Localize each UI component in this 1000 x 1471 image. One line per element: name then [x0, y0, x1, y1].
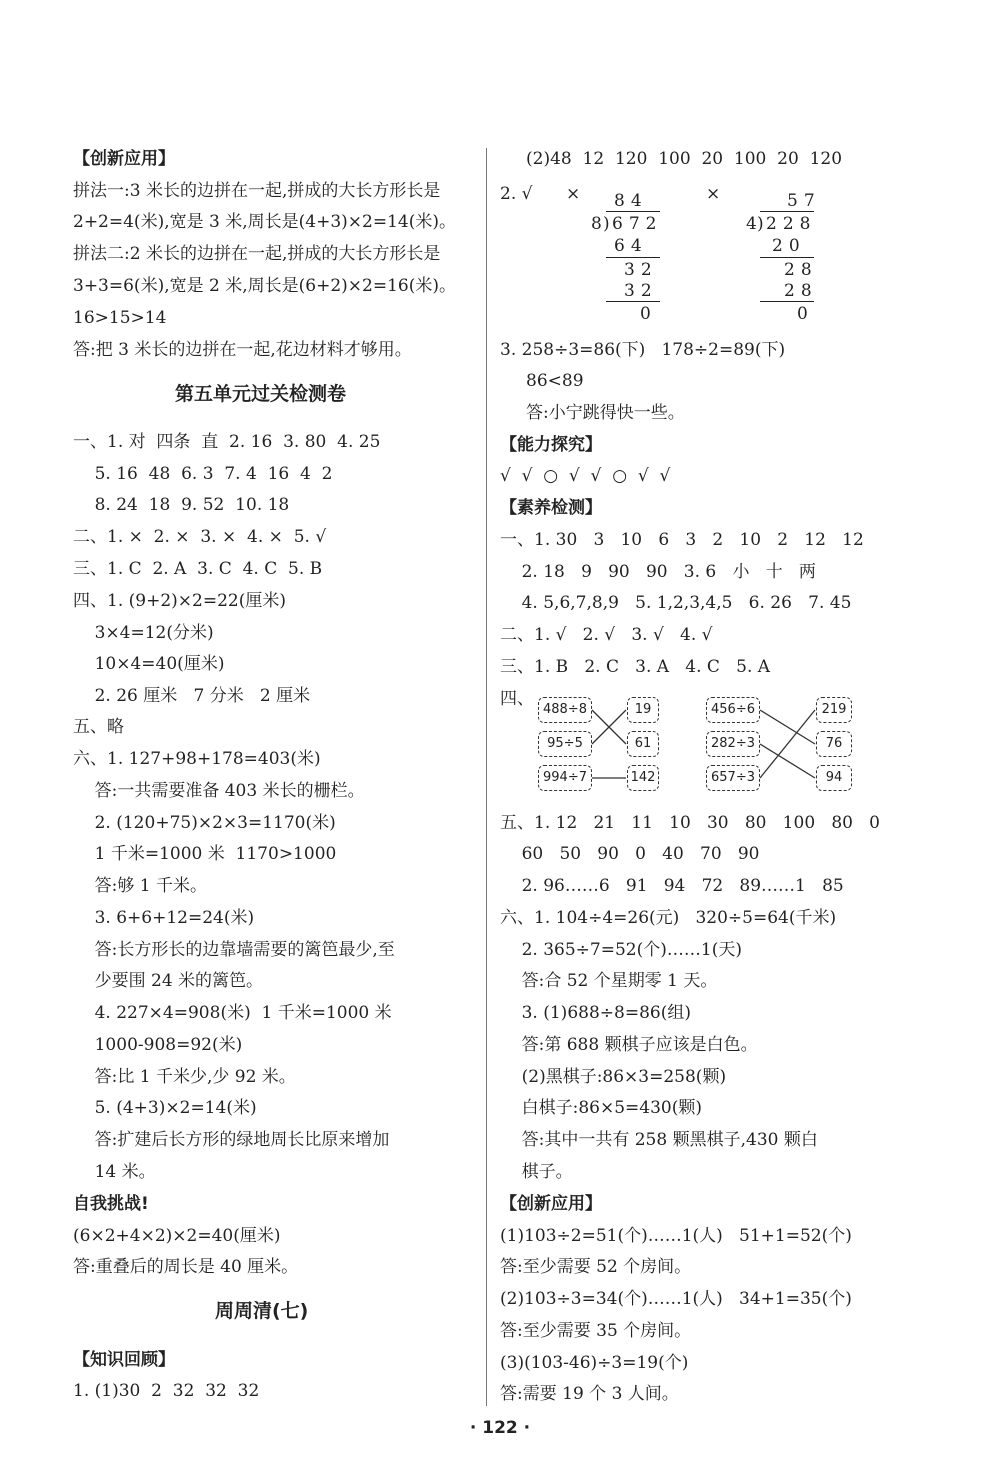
answer-line: 答:需要 19 个 3 人间。 [500, 1384, 679, 1404]
answer-line: 答:至少需要 35 个房间。 [500, 1321, 692, 1341]
bracket-mark: ) [603, 214, 610, 234]
match-line [760, 710, 815, 744]
match-result: 61 [627, 731, 659, 757]
text-line: 3+3=6(米),宽是 2 米,周长是(6+2)×2=16(米)。 [73, 276, 456, 296]
innovation-heading: 【创新应用】 [73, 149, 175, 169]
match-result: 76 [816, 731, 852, 757]
bracket-mark: ) [757, 214, 764, 234]
step: 32 [624, 260, 658, 280]
answer-line: 2. 18 9 90 90 3. 6 小 十 两 [500, 562, 816, 582]
answer-line: 三、1. B 2. C 3. A 4. C 5. A [500, 657, 771, 677]
review-heading: 【知识回顾】 [73, 1350, 175, 1370]
answer-line: (3)(103-46)÷3=19(个) [500, 1353, 689, 1373]
step: 0 [797, 304, 808, 324]
answer-line: 3. 258÷3=86(下) 178÷2=89(下) [500, 340, 786, 360]
text-line: 答:把 3 米长的边拼在一起,花边材料才够用。 [73, 340, 412, 360]
answer-line: 1. (1)30 2 32 32 32 [73, 1381, 260, 1401]
answer-line: 答:第 688 颗棋子应该是白色。 [500, 1035, 758, 1055]
step: 28 [784, 260, 818, 280]
divisor: 8 [591, 214, 602, 234]
answer-line: 答:一共需要准备 403 米长的栅栏。 [73, 781, 365, 801]
cross-mark: × [706, 184, 721, 204]
answer-line: 六、1. 104÷4=26(元) 320÷5=64(千米) [500, 908, 837, 928]
match-expression: 95÷5 [538, 731, 592, 757]
answer-line: 1 千米=1000 米 1170>1000 [73, 844, 337, 864]
page-number: · 122 · [469, 1418, 531, 1438]
quotient: 57 [787, 191, 821, 211]
answer-line: 答:够 1 千米。 [73, 876, 207, 896]
answer-line: 4. 227×4=908(米) 1 千米=1000 米 [73, 1003, 392, 1023]
answer-line: 2. 26 厘米 7 分米 2 厘米 [73, 686, 311, 706]
answer-line: 白棋子:86×5=430(颗) [500, 1098, 702, 1118]
step: 28 [784, 281, 818, 301]
match-result: 219 [816, 697, 852, 723]
answer-line: 4. 5,6,7,8,9 5. 1,2,3,4,5 6. 26 7. 45 [500, 593, 852, 613]
step: 0 [640, 304, 651, 324]
answer-line: (6×2+4×2)×2=40(厘米) [73, 1226, 281, 1246]
answer-line: (1)103÷2=51(个)……1(人) 51+1=52(个) [500, 1226, 852, 1246]
match-result: 94 [816, 765, 852, 791]
q4-label: 四、 [500, 689, 534, 709]
quotient: 84 [614, 191, 648, 211]
answer-line: 1000-908=92(米) [73, 1035, 243, 1055]
answer-line: 3. 6+6+12=24(米) [73, 908, 255, 928]
answer-line: 60 50 90 0 40 70 90 [500, 844, 760, 864]
answer-line: (2)48 12 120 100 20 100 20 120 [526, 149, 843, 169]
answer-line: 86<89 [526, 371, 584, 391]
answer-line: 答:合 52 个星期零 1 天。 [500, 971, 718, 991]
step: 32 [624, 281, 658, 301]
answer-line: 二、1. × 2. × 3. × 4. × 5. √ [73, 527, 327, 547]
section-title: 第五单元过关检测卷 [175, 383, 347, 405]
answer-line: 二、1. √ 2. √ 3. √ 4. √ [500, 625, 713, 645]
answer-line: 棋子。 [500, 1162, 573, 1182]
answer-line: 10×4=40(厘米) [73, 654, 225, 674]
match-line [760, 744, 815, 778]
answer-line: 答:扩建后长方形的绿地周长比原来增加 [73, 1130, 390, 1150]
match-result: 19 [627, 697, 659, 723]
answer-line: 答:重叠后的周长是 40 厘米。 [73, 1257, 299, 1277]
answer-line: 答:比 1 千米少,少 92 米。 [73, 1067, 296, 1087]
answer-line: 少要围 24 米的篱笆。 [73, 971, 264, 991]
answer-line: 五、1. 12 21 11 10 30 80 100 80 0 [500, 813, 881, 833]
match-expression: 456÷6 [706, 697, 760, 723]
answer-line: 2. 96……6 91 94 72 89……1 85 [500, 876, 844, 896]
answer-line: 8. 24 18 9. 52 10. 18 [73, 495, 290, 515]
answer-line: 5. 16 48 6. 3 7. 4 16 4 2 [73, 464, 333, 484]
answer-line: √ √ ○ √ √ ○ √ √ [500, 466, 671, 486]
q2-label: 2. √ [500, 184, 533, 204]
answer-line: 六、1. 127+98+178=403(米) [73, 749, 321, 769]
step: 64 [614, 236, 648, 256]
text-line: 2+2=4(米),宽是 3 米,周长是(4+3)×2=14(米)。 [73, 212, 456, 232]
innovation-heading: 【创新应用】 [500, 1194, 602, 1214]
answer-line: 14 米。 [73, 1162, 156, 1182]
answer-line: 四、1. (9+2)×2=22(厘米) [73, 591, 286, 611]
challenge-heading: 自我挑战! [73, 1194, 149, 1214]
text-line: 拼法一:3 米长的边拼在一起,拼成的大长方形长是 [73, 181, 441, 201]
answer-line: (2)黑棋子:86×3=258(颗) [500, 1067, 727, 1087]
answer-line: 一、1. 30 3 10 6 3 2 10 2 12 12 [500, 530, 864, 550]
answer-line: 五、略 [73, 717, 124, 737]
answer-line: 2. (120+75)×2×3=1170(米) [73, 813, 336, 833]
match-result: 142 [627, 765, 659, 791]
answer-line: 一、1. 对 四条 直 2. 16 3. 80 4. 25 [73, 432, 381, 452]
match-expression: 657÷3 [706, 765, 760, 791]
answer-line: 答:其中一共有 258 颗黑棋子,430 颗白 [500, 1130, 818, 1150]
match-expression: 282÷3 [706, 731, 760, 757]
text-line: 拼法二:2 米长的边拼在一起,拼成的大长方形长是 [73, 244, 441, 264]
answer-line: 3. (1)688÷8=86(组) [500, 1003, 691, 1023]
answer-line: 答:长方形长的边靠墙需要的篱笆最少,至 [73, 940, 395, 960]
match-line [760, 710, 815, 778]
answer-line: 5. (4+3)×2=14(米) [73, 1098, 257, 1118]
match-expression: 488÷8 [538, 697, 592, 723]
week-title: 周周清(七) [215, 1300, 309, 1322]
answer-line: 答:至少需要 52 个房间。 [500, 1257, 692, 1277]
cross-mark: × [566, 184, 581, 204]
answer-line: (2)103÷3=34(个)……1(人) 34+1=35(个) [500, 1289, 852, 1309]
literacy-heading: 【素养检测】 [500, 498, 602, 518]
match-expression: 994÷7 [538, 765, 592, 791]
answer-line: 2. 365÷7=52(个)……1(天) [500, 940, 742, 960]
answer-line: 答:小宁跳得快一些。 [526, 403, 685, 423]
text-line: 16>15>14 [73, 308, 167, 328]
step: 20 [772, 236, 806, 256]
answer-line: 3×4=12(分米) [73, 623, 214, 643]
dividend: 672 [612, 214, 663, 234]
divisor: 4 [746, 214, 757, 234]
answer-line: 三、1. C 2. A 3. C 4. C 5. B [73, 559, 323, 579]
ability-heading: 【能力探究】 [500, 435, 602, 455]
dividend: 228 [766, 214, 817, 234]
